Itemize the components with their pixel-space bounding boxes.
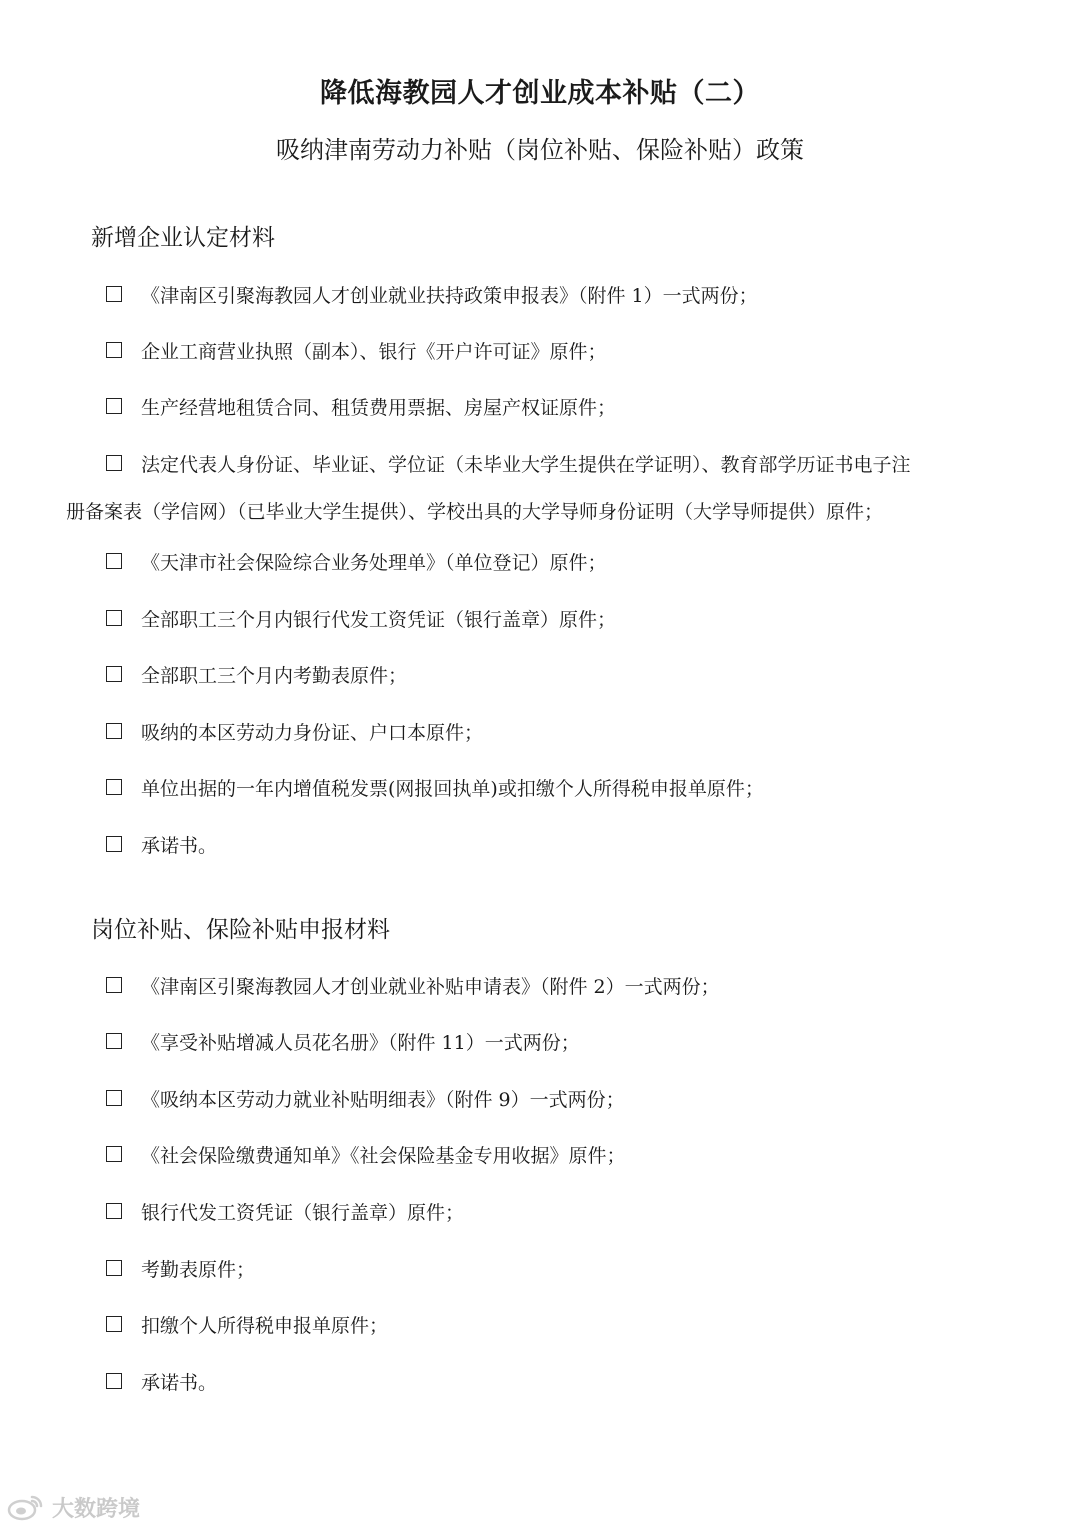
weibo-logo-icon [6, 1492, 46, 1522]
watermark [6, 1490, 140, 1524]
checklist-item-text: 承诺书。 [141, 835, 218, 857]
checkbox[interactable] [106, 553, 122, 569]
checklist-item-text: 全部职工三个月内银行代发工资凭证（银行盖章）原件； [141, 609, 617, 631]
checklist-item-text: 《津南区引聚海教园人才创业就业扶持政策申报表》（附件 1）一式两份； [141, 285, 758, 307]
checkbox[interactable] [106, 666, 122, 682]
checklist-item-continuation: 册备案表（学信网）（已毕业大学生提供）、学校出具的大学导师身份证明（大学导师提供）原件； [66, 501, 884, 523]
checkbox[interactable] [106, 1316, 122, 1332]
checkbox[interactable] [106, 455, 122, 471]
document-subtitle: 吸纳津南劳动力补贴（岗位补贴、保险补贴）政策 [276, 136, 804, 164]
checklist-item-text: 承诺书。 [141, 1372, 218, 1394]
checkbox[interactable] [106, 610, 122, 626]
section-heading: 新增企业认定材料 [91, 225, 275, 251]
checklist-item-text: 《天津市社会保险综合业务处理单》（单位登记）原件； [141, 552, 607, 574]
checklist-item-text: 单位出据的一年内增值税发票(网报回执单)或扣缴个人所得税申报单原件； [141, 778, 764, 800]
checklist-item-text: 《吸纳本区劳动力就业补贴明细表》（附件 9）一式两份； [141, 1089, 625, 1111]
checklist-item-text: 生产经营地租赁合同、租赁费用票据、房屋产权证原件； [141, 397, 617, 419]
checklist-item-text: 银行代发工资凭证（银行盖章）原件； [141, 1202, 465, 1224]
checkbox[interactable] [106, 723, 122, 739]
section-heading: 岗位补贴、保险补贴申报材料 [91, 917, 390, 943]
checkbox[interactable] [106, 779, 122, 795]
checkbox[interactable] [106, 1090, 122, 1106]
checkbox[interactable] [106, 398, 122, 414]
checklist-item-text: 考勤表原件； [141, 1259, 256, 1281]
checklist-item-text: 《享受补贴增减人员花名册》（附件 11）一式两份； [141, 1032, 580, 1054]
watermark-text: 大数跨境 [52, 1496, 141, 1522]
checkbox[interactable] [106, 286, 122, 302]
checkbox[interactable] [106, 1033, 122, 1049]
checkbox[interactable] [106, 836, 122, 852]
checkbox[interactable] [106, 342, 122, 358]
checklist-item-text: 法定代表人身份证、毕业证、学位证（未毕业大学生提供在学证明）、教育部学历证书电子注 [141, 454, 911, 476]
checklist-item-text: 《社会保险缴费通知单》《社会保险基金专用收据》原件； [141, 1145, 626, 1167]
checkbox[interactable] [106, 1373, 122, 1389]
document-title: 降低海教园人才创业成本补贴（二） [320, 78, 760, 109]
checklist-item-text: 扣缴个人所得税申报单原件； [141, 1315, 389, 1337]
checkbox[interactable] [106, 1146, 122, 1162]
checklist-item-text: 吸纳的本区劳动力身份证、户口本原件； [141, 722, 484, 744]
checkbox[interactable] [106, 1203, 122, 1219]
checkbox[interactable] [106, 1260, 122, 1276]
checkbox[interactable] [106, 977, 122, 993]
checklist-item-text: 全部职工三个月内考勤表原件； [141, 665, 408, 687]
checklist-item-text: 《津南区引聚海教园人才创业就业补贴申请表》（附件 2）一式两份； [141, 976, 720, 998]
checklist-item-text: 企业工商营业执照（副本）、银行《开户许可证》原件； [141, 341, 607, 363]
